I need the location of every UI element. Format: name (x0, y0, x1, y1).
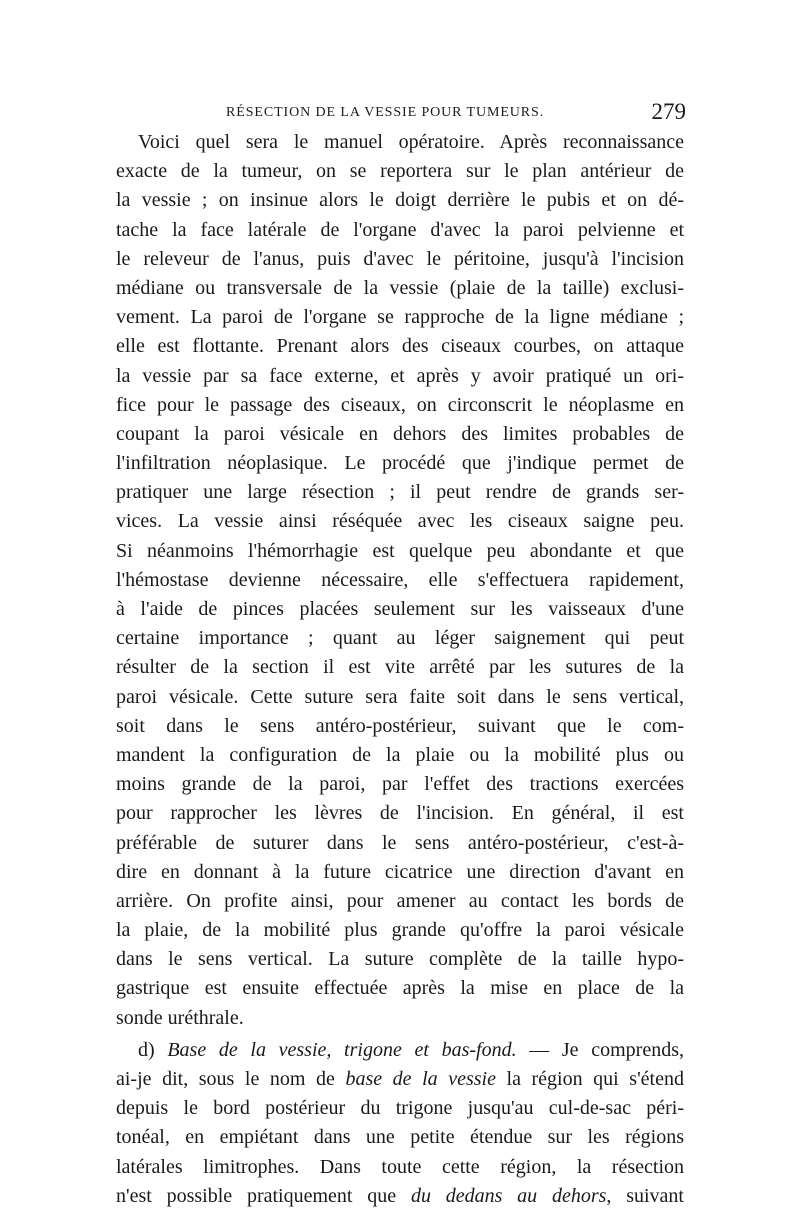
text-line: vement. La paroi de l'organe se rapproche de la ligne médiane ; (116, 306, 684, 329)
text-line: vices. La vessie ainsi réséquée avec les ciseaux saigne peu. (116, 510, 684, 533)
text-line: le releveur de l'anus, puis d'avec le péritoine, jusqu'à l'incision (116, 247, 684, 270)
text-line: pour rapprocher les lèvres de l'incision. En général, il est (116, 802, 684, 825)
italic-term: du dedans au dehors (410, 1184, 607, 1207)
text-line: l'infiltration néoplasique. Le procédé que j'indique permet de (116, 452, 684, 475)
text-line: tache la face latérale de l'organe d'avec la paroi pelvienne et (116, 218, 684, 241)
running-title: RÉSECTION DE LA VESSIE POUR TUMEURS. (226, 105, 545, 120)
page-number: 279 (651, 99, 686, 124)
text-fragment: n'est possible pratiquement que (116, 1184, 411, 1207)
text-fragment: ai-je dit, sous le nom de (116, 1068, 346, 1090)
text-line: sonde uréthrale. (116, 1006, 244, 1029)
text-line: la plaie, de la mobilité plus grande qu'offre la paroi vésicale (116, 919, 684, 942)
text-line: arrière. On profite ainsi, pour amener au contact les bords de (116, 889, 684, 912)
text-line: résulter de la section il est vite arrêté par les sutures de la (116, 656, 684, 679)
text-line: elle est flottante. Prenant alors des ciseaux courbes, on attaque (116, 335, 684, 358)
text-line: préférable de suturer dans le sens antéro-postérieur, c'est-à- (116, 831, 684, 854)
text-line: la vessie ; on insinue alors le doigt derrière le pubis et on dé- (116, 189, 684, 212)
text-line (116, 1036, 684, 1065)
text-line: tonéal, en empiétant dans une petite étendue sur les régions (116, 1126, 684, 1149)
body-text (116, 128, 684, 1211)
text-fragment: , suivant (606, 1184, 684, 1207)
paragraph-operative-technique (116, 128, 684, 1033)
text-line: moins grande de la paroi, par l'effet des tractions exercées (116, 773, 684, 796)
text-line: la vessie par sa face externe, et après y avoir pratiqué un ori- (116, 364, 684, 387)
text-line: coupant la paroi vésicale en dehors des limites probables de (116, 422, 684, 445)
text-line: dire en donnant à la future cicatrice une direction d'avant en (116, 860, 684, 883)
section-label: d) (138, 1038, 168, 1061)
text-line: médiane ou transversale de la vessie (plaie de la taille) exclusi- (116, 276, 684, 299)
text-line: soit dans le sens antéro-postérieur, suivant que le com- (116, 714, 684, 737)
text-line: Voici quel sera le manuel opératoire. Après reconnaissance (138, 131, 684, 153)
italic-term: base de la vessie (345, 1068, 496, 1090)
text-line: mandent la configuration de la plaie ou la mobilité plus ou (116, 743, 684, 766)
text-line: pratiquer une large résection ; il peut rendre de grands ser- (116, 481, 684, 504)
paragraph-base-of-bladder (116, 1036, 684, 1211)
text-line: dans le sens vertical. La suture complète de la taille hypo- (116, 948, 684, 971)
text-fragment: — Je comprends, (516, 1038, 684, 1061)
text-line: fice pour le passage des ciseaux, on circonscrit le néoplasme en (116, 393, 684, 416)
text-line: Si néanmoins l'hémorrhagie est quelque peu abondante et que (116, 539, 684, 562)
running-head (116, 99, 686, 127)
section-heading: Base de la vessie, trigone et bas-fond. (167, 1038, 517, 1061)
text-fragment: la région qui s'étend (495, 1068, 684, 1090)
text-line: à l'aide de pinces placées seulement sur les vaisseaux d'une (116, 598, 684, 620)
text-line (116, 1182, 684, 1211)
text-line: latérales limitrophes. Dans toute cette région, la résection (116, 1155, 684, 1178)
text-line: paroi vésicale. Cette suture sera faite soit dans le sens vertical, (116, 685, 684, 708)
text-line: exacte de la tumeur, on se reportera sur le plan antérieur de (116, 160, 684, 183)
text-line: gastrique est ensuite effectuée après la mise en place de la (116, 977, 684, 1000)
text-line (116, 1065, 684, 1094)
text-line: l'hémostase devienne nécessaire, elle s'effectuera rapidement, (116, 568, 684, 591)
text-line: certaine importance ; quant au léger saignement qui peut (116, 627, 684, 650)
text-line: depuis le bord postérieur du trigone jusqu'au cul-de-sac péri- (116, 1097, 684, 1120)
